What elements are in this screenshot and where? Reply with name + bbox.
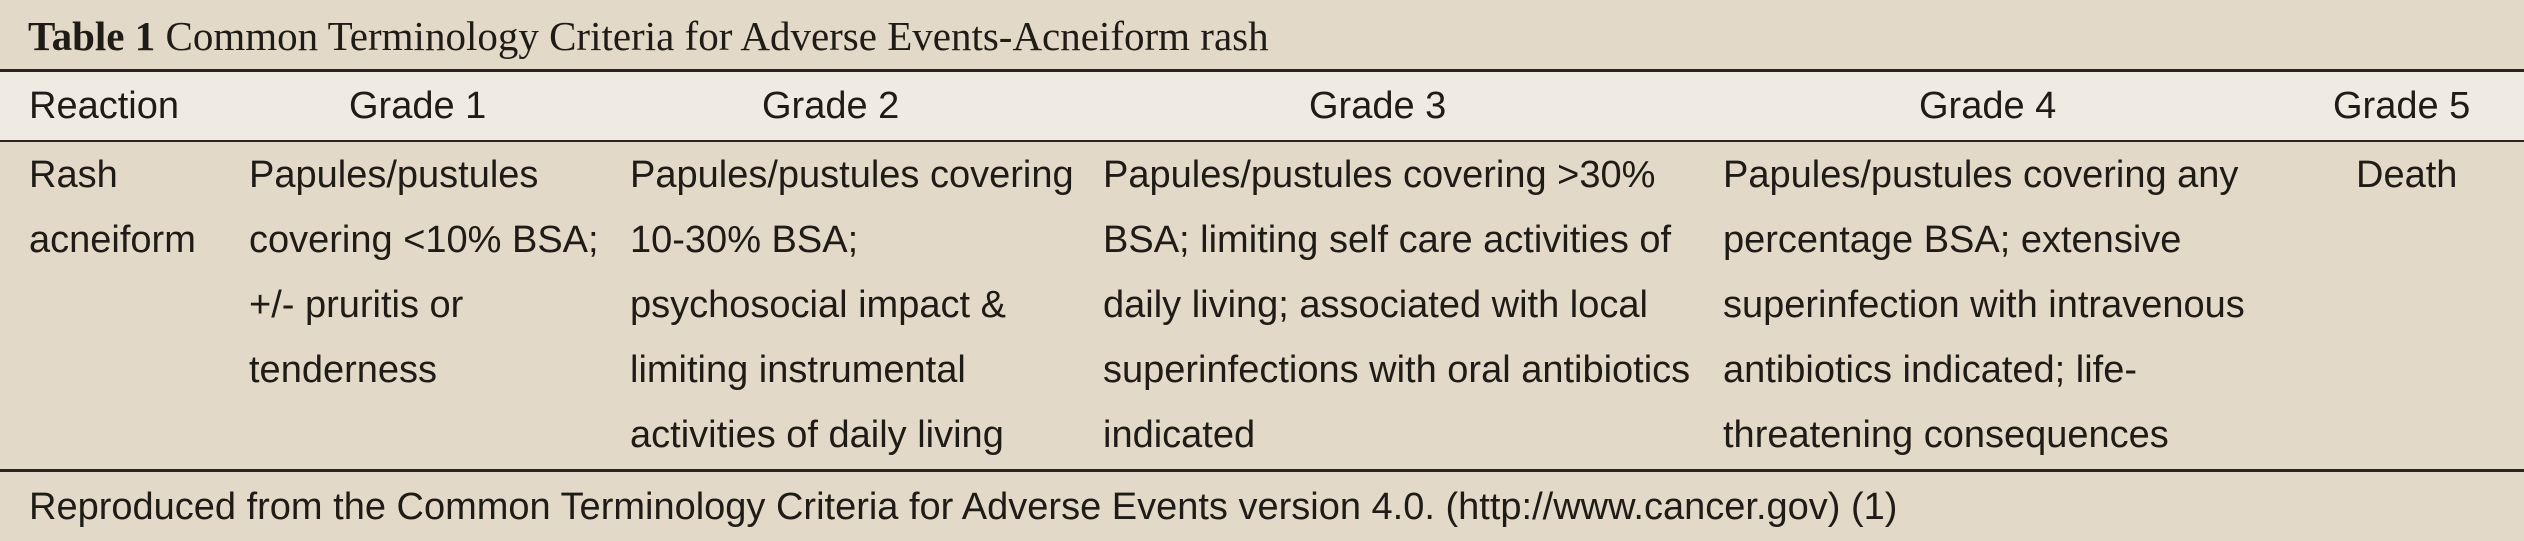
cell-grade-4: Papules/pustules covering any percentage BSA; extensive superinfection with intravenous antibiotics indicated; life-threatening consequences: [1723, 154, 2245, 456]
table-number: Table 1: [28, 13, 156, 59]
table-caption: Common Terminology Criteria for Adverse Events-Acneiform rash: [165, 13, 1269, 59]
table-footnote: Reproduced from the Common Terminology Criteria for Adverse Events version 4.0. (http://www.cancer.gov) (1): [29, 486, 1898, 528]
column-header-reaction: Reaction: [29, 85, 179, 127]
column-header-grade-2: Grade 2: [762, 85, 900, 127]
cell-grade-5: Death: [2356, 154, 2458, 196]
header-rule: [0, 140, 2524, 142]
cell-grade-3: Papules/pustules covering >30% BSA; limiting self care activities of daily living; associated with local superinfections with oral antibiotics indicated: [1103, 154, 1691, 456]
column-header-grade-1: Grade 1: [349, 85, 487, 127]
column-header-grade-5: Grade 5: [2333, 85, 2471, 127]
cell-reaction: Rash acneiform: [29, 154, 196, 261]
column-header-grade-3: Grade 3: [1309, 85, 1447, 127]
column-header-grade-4: Grade 4: [1919, 85, 2057, 127]
cell-grade-2: Papules/pustules covering 10-30% BSA; psychosocial impact & limiting instrumental activities of daily living: [630, 154, 1074, 456]
bottom-rule: [0, 469, 2524, 472]
cell-grade-1: Papules/pustules covering <10% BSA; +/- pruritis or tenderness: [249, 154, 599, 391]
table-title: [28, 6, 1269, 66]
